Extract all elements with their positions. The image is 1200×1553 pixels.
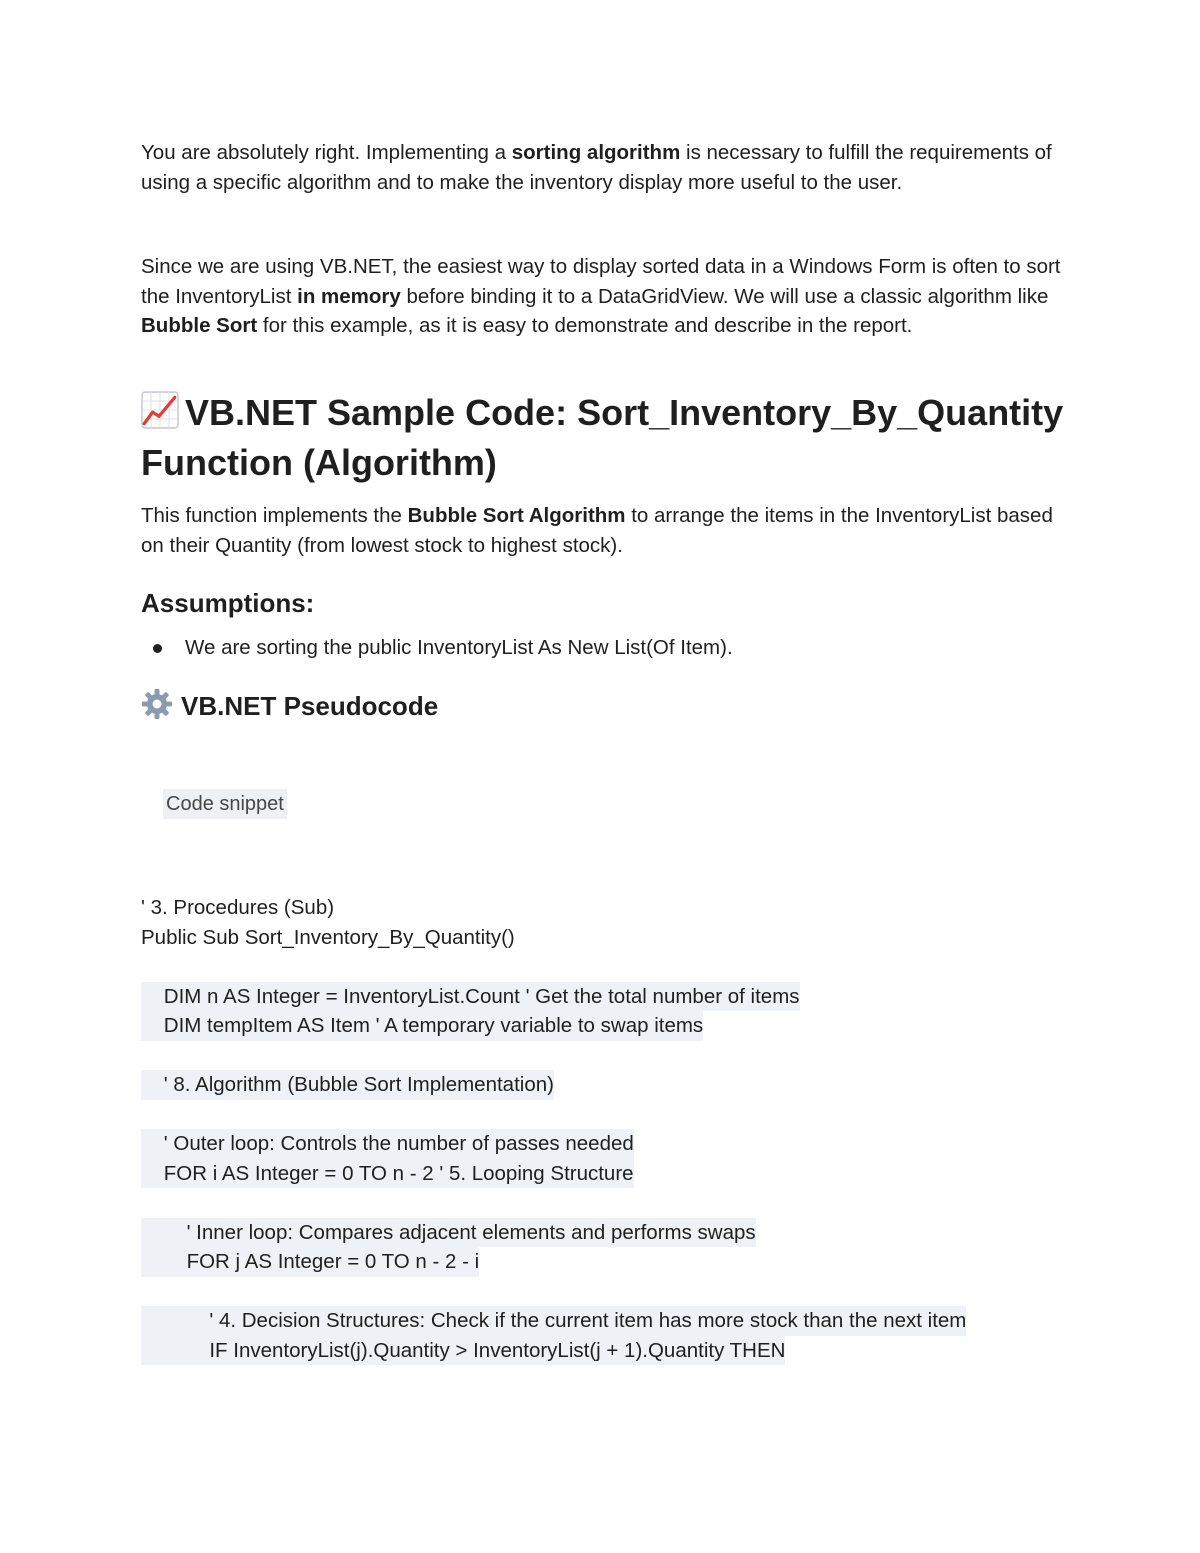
text-run: before binding it to a DataGridView. We will use a classic algorithm like xyxy=(400,284,1049,308)
code-line: ' Inner loop: Compares adjacent elements and performs swaps xyxy=(141,1218,756,1248)
code-line xyxy=(141,1041,1071,1071)
bold-text: sorting algorithm xyxy=(511,141,681,164)
assumptions-list xyxy=(141,633,733,663)
code-line: ' Outer loop: Controls the number of passes needed xyxy=(141,1129,634,1159)
assumptions-heading: Assumptions: xyxy=(141,588,315,618)
text-run: Since we are using VB.NET, the easiest way to display sorted data in a Windows Form is often to sort the InventoryList xyxy=(141,255,1061,308)
section-heading-text: VB.NET Sample Code: Sort_Inventory_By_Quantity Function (Algorithm) xyxy=(141,392,1064,483)
code-line: ' 3. Procedures (Sub) xyxy=(141,896,335,919)
code-line xyxy=(141,1277,1071,1307)
text-run: You are absolutely right. Implementing a xyxy=(141,141,512,164)
text-run: is necessary to fulfill the requirements of using a specific algorithm and to make the inventory display more useful to the user. xyxy=(141,141,1052,194)
intro-paragraph-2 xyxy=(141,252,1071,341)
section-heading xyxy=(141,388,1071,488)
bold-text: in memory xyxy=(297,284,401,308)
code-line: FOR j AS Integer = 0 TO n - 2 - i xyxy=(141,1247,479,1277)
code-line xyxy=(141,1100,1071,1130)
code-line: DIM n AS Integer = InventoryList.Count ' Get the total number of items xyxy=(141,982,800,1012)
bullet-icon xyxy=(153,644,162,653)
assumption-text: We are sorting the public InventoryList As New List(Of Item). xyxy=(185,636,733,659)
code-line: FOR i AS Integer = 0 TO n - 2 ' 5. Looping Structure xyxy=(141,1159,634,1189)
code-line: ' 4. Decision Structures: Check if the current item has more stock than the next item xyxy=(141,1306,966,1336)
code-line: Public Sub Sort_Inventory_By_Quantity() xyxy=(141,925,515,949)
code-line: DIM tempItem AS Item ' A temporary variable to swap items xyxy=(141,1011,703,1041)
text-run: This function implements the xyxy=(141,504,408,527)
code-snippet-label: Code snippet xyxy=(163,789,287,819)
code-line: ' 8. Algorithm (Bubble Sort Implementation) xyxy=(141,1070,554,1100)
text-run: for this example, as it is easy to demonstrate and describe in the report. xyxy=(257,314,913,337)
code-line xyxy=(141,1188,1071,1218)
code-line: IF InventoryList(j).Quantity > InventoryList(j + 1).Quantity THEN xyxy=(141,1336,785,1366)
intro-paragraph-1 xyxy=(141,138,1071,197)
bold-text: Bubble Sort xyxy=(141,314,258,337)
bold-text: Bubble Sort Algorithm xyxy=(407,504,626,527)
pseudocode-heading-text: VB.NET Pseudocode xyxy=(181,691,439,721)
pseudocode-heading xyxy=(141,688,438,723)
gear-icon xyxy=(141,688,173,720)
chart-increasing-icon xyxy=(141,391,179,429)
list-item xyxy=(141,633,733,663)
text-run: to arrange the items in the InventoryList based on their Quantity (from lowest stock to highest stock). xyxy=(141,504,1053,557)
code-line xyxy=(141,952,1071,982)
code-block xyxy=(141,893,1071,1365)
description-paragraph xyxy=(141,501,1071,560)
